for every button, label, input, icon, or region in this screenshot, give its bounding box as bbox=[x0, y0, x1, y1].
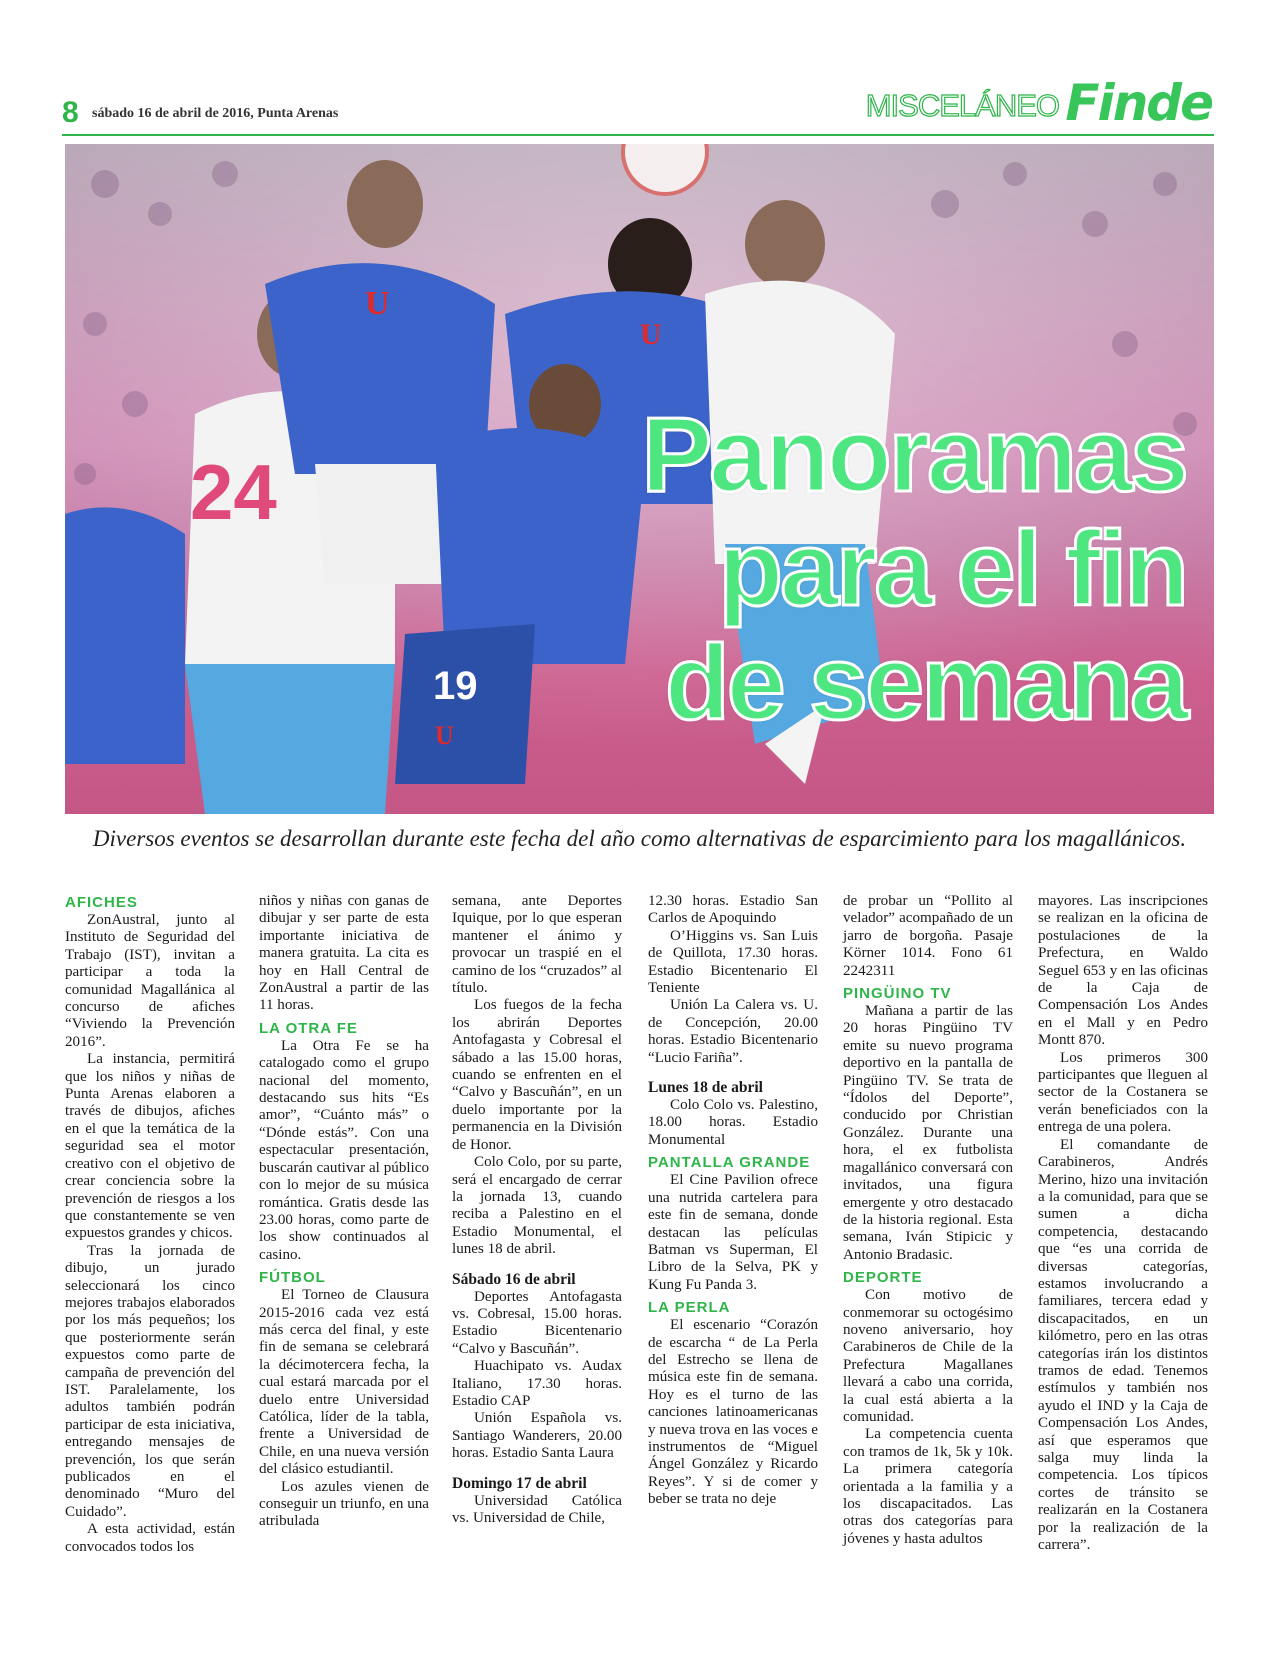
paragraph: Deportes Antofagasta vs. Cobresal, 15.00 horas. Estadio Bicentenario “Calvo y Bascuñán”. bbox=[452, 1288, 622, 1357]
paragraph: semana, ante Deportes Iquique, por lo que esperan mantener el ánimo y provocar un traspié en el camino de los “cruzados” al título. bbox=[452, 893, 622, 997]
paragraph: Unión Española vs. Santiago Wanderers, 20.00 horas. Estadio Santa Laura bbox=[452, 1410, 622, 1462]
article-column-2 bbox=[259, 893, 429, 1531]
headline bbox=[641, 398, 1186, 740]
article-column-4 bbox=[648, 893, 818, 1509]
paragraph: El Torneo de Clausura 2015-2016 cada vez está más cerca del final, y este fin de semana se celebrará la décimotercera fecha, la cual estará marcada por el duelo entre Universidad Católica, líder de la tabla, frente a Universidad de Chile, en una nueva versión del clásico estudiantil. bbox=[259, 1287, 429, 1478]
section-heading: LA PERLA bbox=[648, 1299, 731, 1317]
paragraph: Colo Colo vs. Palestino, 18.00 horas. Estadio Monumental bbox=[648, 1097, 818, 1148]
article-column-5 bbox=[843, 893, 1013, 1548]
paragraph: La competencia cuenta con tramos de 1k, 5k y 10k. La primera categoría orientada a la familia y a los discapacitados. Las otras dos categorías para jóvenes y hasta adultos bbox=[843, 1426, 1013, 1547]
paragraph: Huachipato vs. Audax Italiano, 17.30 horas. Estadio CAP bbox=[452, 1358, 622, 1409]
paragraph: A esta actividad, están convocados todos los bbox=[65, 1521, 235, 1555]
article-column-3 bbox=[452, 893, 622, 1527]
match-date: Sábado 16 de abril bbox=[452, 1270, 576, 1288]
brand-logo: Finde bbox=[1065, 74, 1212, 132]
section-heading: PANTALLA GRANDE bbox=[648, 1154, 811, 1172]
header-rule bbox=[62, 134, 1214, 136]
section-heading: FÚTBOL bbox=[259, 1269, 326, 1287]
paragraph: de probar un “Pollito al velador” acompañado de un jarro de borgoña. Pasaje Körner 1014. Fono 61 2242311 bbox=[843, 893, 1013, 979]
headline-line-3: de semana bbox=[665, 624, 1186, 742]
dateline: sábado 16 de abril de 2016, Punta Arenas bbox=[92, 106, 339, 121]
paragraph: Los azules vienen de conseguir un triunfo, en una atribulada bbox=[259, 1478, 429, 1530]
headline-line-1: Panoramas bbox=[641, 396, 1186, 514]
paragraph: niños y niñas con ganas de dibujar y ser parte de esta importante iniciativa de manera gratuita. La cita es hoy en Hall Central de ZonAustral a partir de las 11 horas. bbox=[259, 893, 429, 1014]
paragraph: Los fuegos de la fecha los abrirán Deportes Antofagasta y Cobresal el sábado a las 15.00 horas, cuando se enfrenten en el “Calvo y Bascuñán”, en un duelo importante por la permanencia en la División de Honor. bbox=[452, 997, 622, 1153]
paragraph: La instancia, permitirá que los niños y niñas de Punta Arenas elaboren a través de dibujos, afiches en el que la temática de la seguridad sea el motor creativo con el objetivo de crear conciencia sobre la prevención de riesgos a los que constantemente se ven expuestos grandes y chicos. bbox=[65, 1051, 235, 1242]
svg-text:U: U bbox=[640, 318, 662, 351]
paragraph: Con motivo de conmemorar su octogésimo noveno aniversario, hoy Carabineros de Chile de la Prefectura Magallanes llevará a cabo una corrida, la cual está abierta a la comunidad. bbox=[843, 1287, 1013, 1425]
paragraph: 12.30 horas. Estadio San Carlos de Apoquindo bbox=[648, 893, 818, 927]
page-header bbox=[62, 72, 1214, 134]
page-number: 8 bbox=[62, 96, 79, 129]
paragraph: Unión La Calera vs. U. de Concepción, 20.00 horas. Estadio Bicentenario “Lucio Fariña”. bbox=[648, 997, 818, 1066]
paragraph: Mañana a partir de las 20 horas Pingüino TV emite su nuevo programa deportivo en la pantalla de Pingüino TV. Se trata de “Ídolos del Deporte”, conducido por Christian González. Durante una hora, el ex futbolista magallánico conversará con invitados, una figura emergente y otro destacado de la historia regional. Esta semana, Iván Stipicic y Antonio Bradasic. bbox=[843, 1003, 1013, 1263]
section-heading: PINGÜINO TV bbox=[843, 985, 952, 1003]
paragraph: ZonAustral, junto al Instituto de Seguridad del Trabajo (IST), invitan a participar a toda la comunidad Magallánica al concurso de afiches “Viviendo la Prevención 2016”. bbox=[65, 912, 235, 1050]
section-label: MISCELÁNEO bbox=[865, 88, 1059, 123]
section-heading: DEPORTE bbox=[843, 1269, 923, 1287]
match-date: Domingo 17 de abril bbox=[452, 1474, 587, 1492]
paragraph: Universidad Católica vs. Universidad de Chile, bbox=[452, 1492, 622, 1526]
paragraph: O’Higgins vs. San Luis de Quillota, 17.30 horas. Estadio Bicentenario El Teniente bbox=[648, 927, 818, 997]
jersey-number-19: 19 bbox=[433, 664, 478, 708]
paragraph: La Otra Fe se ha catalogado como el grupo nacional del momento, destacando sus hits “Es amor”, “Cuánto más” o “Dónde estás”. Con una espectacular presentación, buscarán cautivar al público con lo mejor de su música romántica. Gratis desde las 23.00 horas, como parte de los show continuados al casino. bbox=[259, 1037, 429, 1263]
match-date: Lunes 18 de abril bbox=[648, 1079, 763, 1097]
paragraph: El escenario “Corazón de escarcha “ de La Perla del Estrecho se llena de música este fin de semana. Hoy es el turno de las canciones latinoamericanas y nueva trova en las voces e instrumentos de “Miguel Ángel González y Ricardo Reyes”. Y si de comer y beber se trata no deje bbox=[648, 1317, 818, 1508]
photo-caption: Diversos eventos se desarrollan durante este fecha del año como alternativas de esparcimiento para los magallánicos. bbox=[92, 826, 1187, 851]
headline-line-2: para el fin bbox=[718, 510, 1186, 628]
paragraph: Colo Colo, por su parte, será el encargado de cerrar la jornada 13, cuando reciba a Palestino en el Estadio Monumental, el lunes 18 de abril. bbox=[452, 1154, 622, 1258]
paragraph: Tras la jornada de dibujo, un jurado seleccionará los cinco mejores trabajos elaborados por los más pequeños; los que posteriormente serán expuestos como parte de campaña de prevención del IST. Paralelamente, los adultos también podrán participar de esta iniciativa, entregando mensajes de prevención, los que serán publicados en el denominado “Muro del Cuidado”. bbox=[65, 1242, 235, 1520]
section-heading: LA OTRA FE bbox=[259, 1019, 358, 1037]
section-heading: AFICHES bbox=[65, 894, 138, 911]
article-column-1 bbox=[65, 893, 235, 1556]
paragraph: El comandante de Carabineros, Andrés Merino, hizo una invitación a la comunidad, para que se sumen a dicha competencia, destacando que “es una corrida de diversas categorías, estamos involucrando a familiares, tercera edad y discapacitados, en un kilómetro, pero en las otras categorías irán los distintos tramos de edad. Tenemos estímulos y también nos ayudo el IND y la Caja de Compensación Los Andes, así que esperamos que salga muy linda la competencia. Los típicos cortes de tránsito se realizarán en la Costanera por la realización de la carrera”. bbox=[1038, 1136, 1208, 1554]
paragraph: El Cine Pavilion ofrece una nutrida cartelera para este fin de semana, donde destacan las películas Batman vs Superman, El Libro de la Selva, PK y Kung Fu Panda 3. bbox=[648, 1172, 818, 1293]
paragraph: Los primeros 300 participantes que lleguen al sector de la Costanera se verán beneficiados con la entrega de una polera. bbox=[1038, 1049, 1208, 1136]
svg-text:U: U bbox=[435, 721, 454, 750]
jersey-number-24: 24 bbox=[190, 448, 277, 536]
article-column-6 bbox=[1038, 893, 1208, 1554]
svg-text:U: U bbox=[365, 285, 390, 322]
paragraph: mayores. Las inscripciones se realizan en la oficina de postulaciones de la Prefectura, en Waldo Seguel 653 y en las oficinas de la Caja de Compensación Los Andes en el Mall y en Pedro Montt 870. bbox=[1038, 893, 1208, 1049]
cover-photo bbox=[65, 144, 1214, 814]
